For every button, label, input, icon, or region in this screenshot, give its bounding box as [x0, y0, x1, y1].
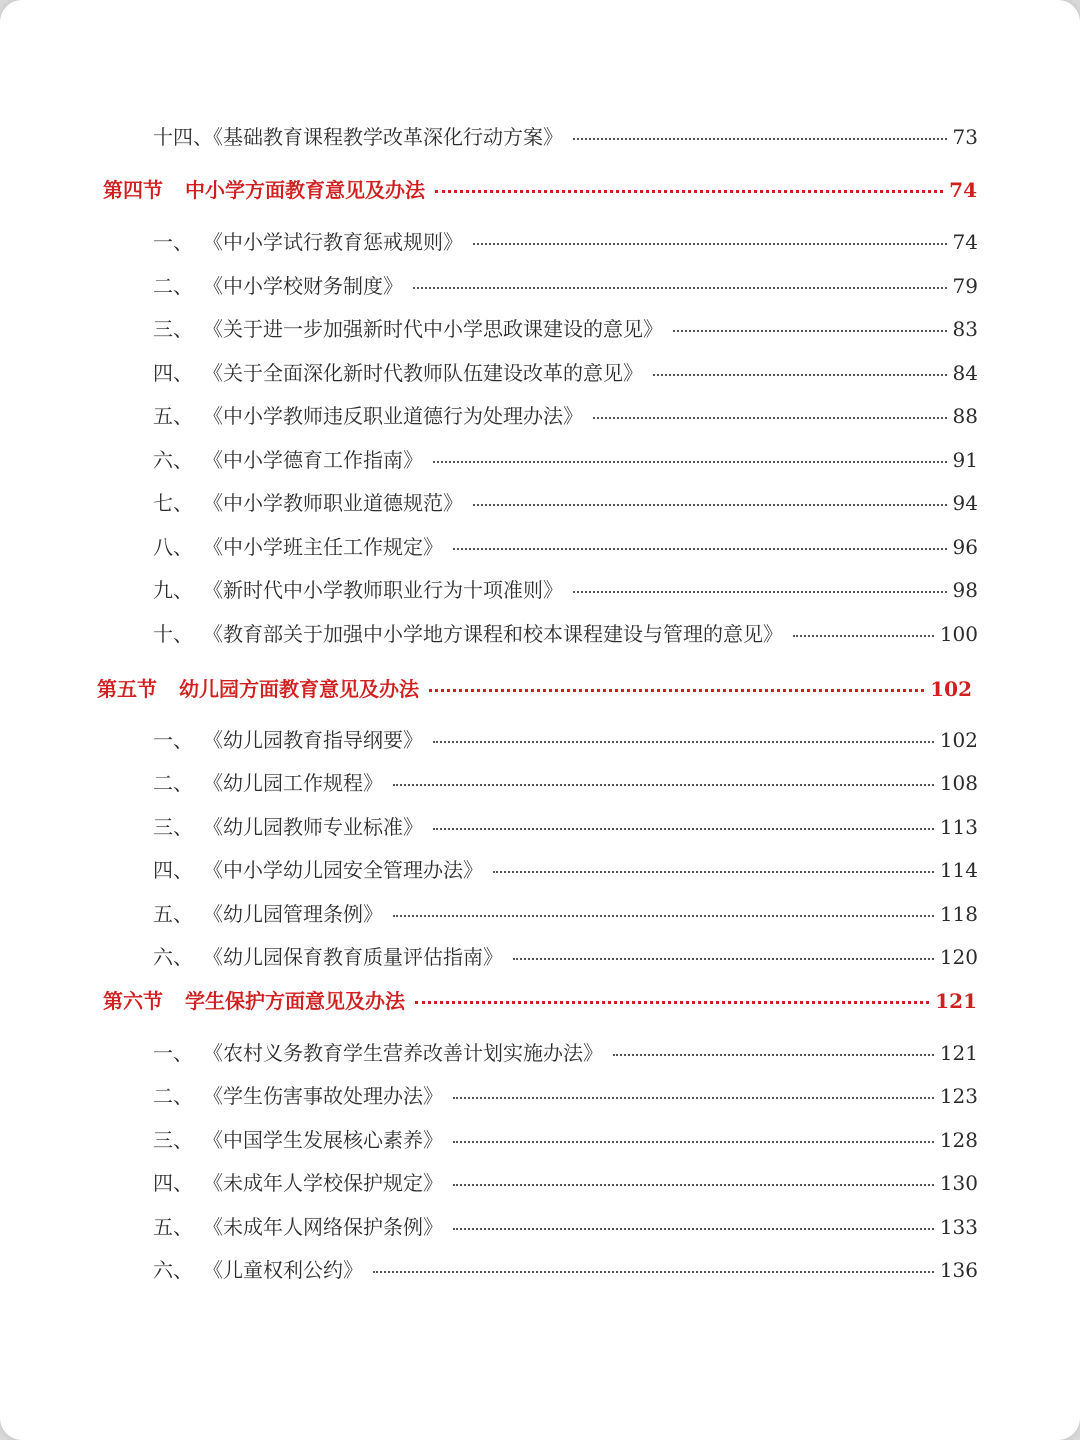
section-title: 学生保护方面意见及办法: [185, 989, 405, 1013]
entry-page-number: 121: [939, 1041, 978, 1065]
toc-entry[interactable]: [153, 487, 978, 516]
entry-page-number: 136: [939, 1258, 978, 1282]
entry-number: 六、: [153, 448, 193, 472]
entry-number: 四、: [153, 1171, 193, 1195]
dot-leader: [435, 190, 943, 193]
toc-entry[interactable]: [153, 898, 978, 927]
entry-title: 《中小学试行教育惩戒规则》: [203, 230, 463, 254]
entry-title: 《儿童权利公约》: [203, 1258, 363, 1282]
dot-leader: [453, 1228, 934, 1230]
entry-number: 一、: [153, 230, 193, 254]
entry-title: 《中小学幼儿园安全管理办法》: [203, 858, 483, 882]
entry-number: 五、: [153, 1215, 193, 1239]
toc-entry[interactable]: [153, 531, 978, 560]
entry-title: 《幼儿园工作规程》: [203, 771, 383, 795]
entry-title: 《中小学校财务制度》: [203, 274, 403, 298]
dot-leader: [453, 548, 947, 550]
entry-title: 《教育部关于加强中小学地方课程和校本课程建设与管理的意见》: [203, 622, 783, 646]
dot-leader: [573, 138, 947, 140]
dot-leader: [415, 1001, 929, 1004]
entry-number: 三、: [153, 1128, 193, 1152]
dot-leader: [429, 689, 924, 692]
dot-leader: [433, 828, 934, 830]
dot-leader: [433, 741, 934, 743]
entry-title: 《中国学生发展核心素养》: [203, 1128, 443, 1152]
toc-entry[interactable]: [153, 1167, 978, 1196]
entry-title: 《农村义务教育学生营养改善计划实施办法》: [203, 1041, 603, 1065]
entry-page-number: 100: [939, 622, 978, 646]
entry-number: 二、: [153, 274, 193, 298]
toc-entry[interactable]: [153, 618, 978, 647]
entry-number: 十、: [153, 622, 193, 646]
entry-page-number: 98: [952, 578, 978, 602]
section-label: 第四节: [103, 178, 163, 202]
entry-title: 《幼儿园教师专业标准》: [203, 815, 423, 839]
entry-title: 《关于进一步加强新时代中小学思政课建设的意见》: [203, 317, 663, 341]
toc-section-6[interactable]: [103, 985, 977, 1014]
toc-entry[interactable]: [153, 1254, 978, 1283]
section-title: 中小学方面教育意见及办法: [185, 178, 425, 202]
dot-leader: [433, 461, 947, 463]
entry-number: 九、: [153, 578, 193, 602]
entry-page-number: 130: [939, 1171, 978, 1195]
section-page-number: 74: [949, 178, 977, 202]
toc-entry[interactable]: [153, 270, 978, 299]
entry-page-number: 83: [952, 317, 978, 341]
entry-page-number: 114: [939, 858, 978, 882]
entry-number: 一、: [153, 1041, 193, 1065]
dot-leader: [453, 1184, 934, 1186]
entry-number: 一、: [153, 728, 193, 752]
toc-entry[interactable]: [153, 1124, 978, 1153]
entry-title: 《基础教育课程教学改革深化行动方案》: [203, 125, 563, 149]
entry-number: 六、: [153, 945, 193, 969]
entry-title: 《未成年人网络保护条例》: [203, 1215, 443, 1239]
entry-title: 《中小学教师违反职业道德行为处理办法》: [203, 404, 583, 428]
toc-entry[interactable]: [153, 1037, 978, 1066]
section-label: 第六节: [103, 989, 163, 1013]
entry-number: 三、: [153, 815, 193, 839]
dot-leader: [453, 1141, 934, 1143]
dot-leader: [393, 915, 934, 917]
entry-page-number: 74: [952, 230, 978, 254]
entry-page-number: 91: [952, 448, 978, 472]
dot-leader: [493, 871, 934, 873]
toc-entry[interactable]: [153, 313, 978, 342]
entry-title: 《幼儿园教育指导纲要》: [203, 728, 423, 752]
entry-number: 二、: [153, 771, 193, 795]
toc-entry[interactable]: [153, 444, 978, 473]
entry-title: 《幼儿园管理条例》: [203, 902, 383, 926]
toc-entry[interactable]: [153, 121, 978, 150]
entry-page-number: 96: [952, 535, 978, 559]
entry-title: 《中小学德育工作指南》: [203, 448, 423, 472]
dot-leader: [453, 1097, 934, 1099]
dot-leader: [393, 784, 934, 786]
entry-number: 七、: [153, 491, 193, 515]
toc-entry[interactable]: [153, 226, 978, 255]
entry-page-number: 102: [939, 728, 978, 752]
section-page-number: 121: [935, 989, 977, 1013]
dot-leader: [673, 330, 947, 332]
entry-page-number: 120: [939, 945, 978, 969]
entry-title: 《中小学教师职业道德规范》: [203, 491, 463, 515]
section-label: 第五节: [97, 677, 157, 701]
toc-section-5[interactable]: [97, 673, 972, 702]
toc-entry[interactable]: [153, 941, 978, 970]
toc-entry[interactable]: [153, 811, 978, 840]
entry-title: 《未成年人学校保护规定》: [203, 1171, 443, 1195]
toc-entry[interactable]: [153, 854, 978, 883]
dot-leader: [413, 287, 947, 289]
toc-entry[interactable]: [153, 574, 978, 603]
entry-page-number: 79: [952, 274, 978, 298]
toc-entry[interactable]: [153, 400, 978, 429]
dot-leader: [593, 417, 947, 419]
entry-number: 三、: [153, 317, 193, 341]
entry-title: 《幼儿园保育教育质量评估指南》: [203, 945, 503, 969]
entry-page-number: 84: [952, 361, 978, 385]
toc-entry[interactable]: [153, 1080, 978, 1109]
entry-number: 四、: [153, 361, 193, 385]
dot-leader: [473, 243, 947, 245]
dot-leader: [473, 504, 947, 506]
section-title: 幼儿园方面教育意见及办法: [179, 677, 419, 701]
entry-page-number: 94: [952, 491, 978, 515]
toc-entry[interactable]: [153, 767, 978, 796]
dot-leader: [373, 1271, 934, 1273]
entry-title: 《中小学班主任工作规定》: [203, 535, 443, 559]
entry-number: 二、: [153, 1084, 193, 1108]
toc-entry[interactable]: [153, 724, 978, 753]
entry-number: 四、: [153, 858, 193, 882]
entry-number: 十四、: [153, 125, 213, 149]
entry-number: 五、: [153, 902, 193, 926]
entry-page-number: 113: [939, 815, 978, 839]
entry-number: 八、: [153, 535, 193, 559]
dot-leader: [653, 374, 947, 376]
entry-page-number: 73: [952, 125, 978, 149]
dot-leader: [573, 591, 947, 593]
entry-page-number: 108: [939, 771, 978, 795]
toc-entry[interactable]: [153, 1211, 978, 1240]
dot-leader: [513, 958, 934, 960]
toc-entry[interactable]: [153, 357, 978, 386]
dot-leader: [613, 1054, 934, 1056]
entry-page-number: 88: [952, 404, 978, 428]
section-page-number: 102: [930, 677, 972, 701]
toc-section-4[interactable]: [103, 174, 977, 203]
entry-page-number: 133: [939, 1215, 978, 1239]
entry-page-number: 128: [939, 1128, 978, 1152]
entry-title: 《关于全面深化新时代教师队伍建设改革的意见》: [203, 361, 643, 385]
entry-page-number: 123: [939, 1084, 978, 1108]
entry-title: 《学生伤害事故处理办法》: [203, 1084, 443, 1108]
entry-page-number: 118: [939, 902, 978, 926]
entry-number: 五、: [153, 404, 193, 428]
entry-number: 六、: [153, 1258, 193, 1282]
dot-leader: [793, 635, 934, 637]
entry-title: 《新时代中小学教师职业行为十项准则》: [203, 578, 563, 602]
